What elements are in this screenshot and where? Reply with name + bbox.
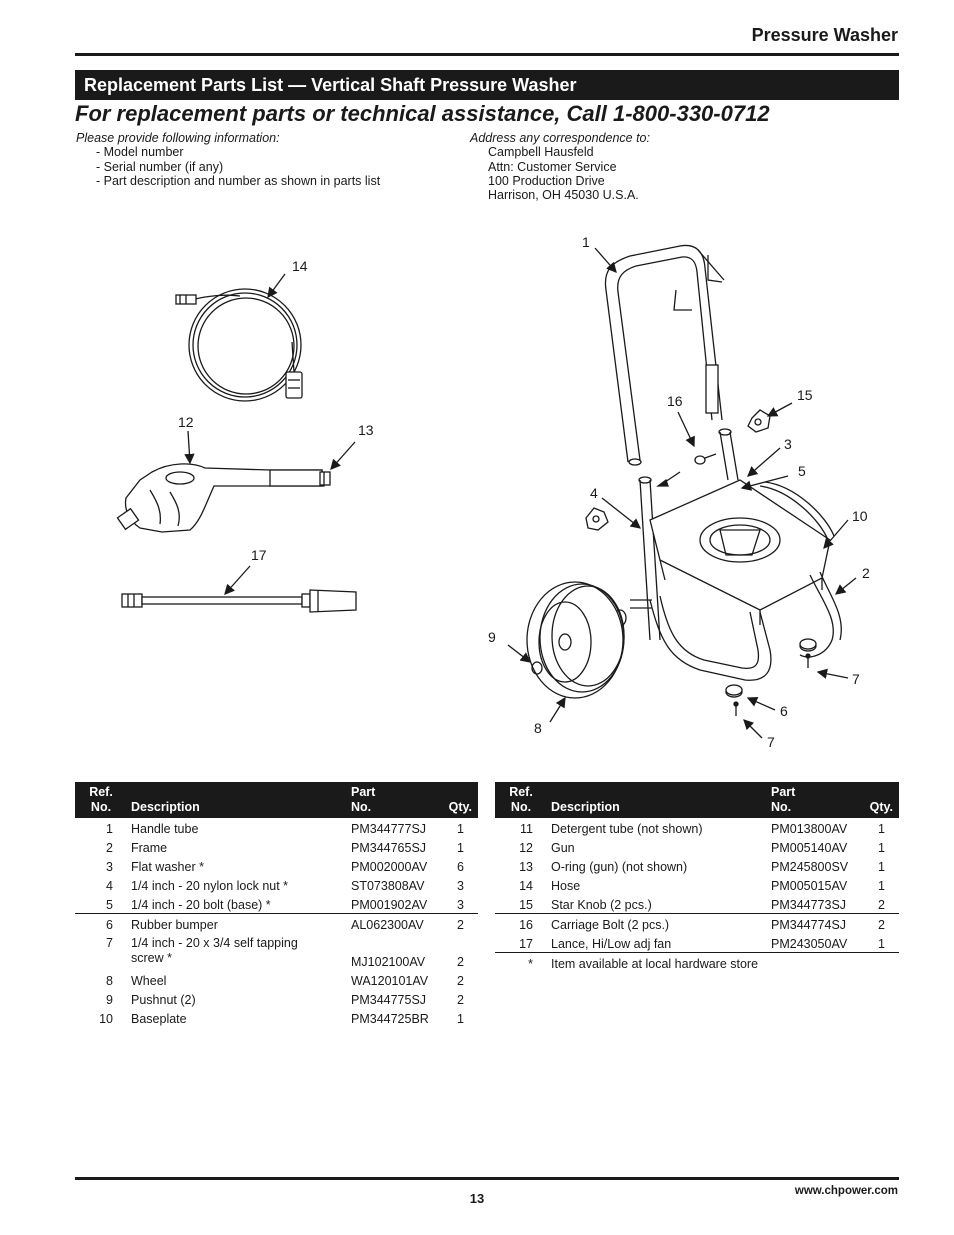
callout-16: 16 (667, 393, 683, 409)
header-part: Part No. (347, 782, 439, 818)
lance-illustration (122, 566, 356, 612)
table-row: 4 1/4 inch - 20 nylon lock nut * ST073808AV 3 (106, 879, 464, 893)
footer-rule (75, 1177, 899, 1180)
address-line: Attn: Customer Service (488, 159, 617, 174)
table-row: 1 Handle tube PM344777SJ 1 (106, 822, 464, 836)
callout-8: 8 (534, 720, 542, 736)
address-lead: Address any correspondence to: (470, 131, 650, 145)
parts-table-left (75, 782, 478, 1027)
parts-table-right (495, 782, 899, 972)
address-line: Harrison, OH 45030 U.S.A. (488, 188, 639, 203)
table-row: 10 Baseplate PM344725BR 1 (99, 1012, 464, 1026)
table-row: 7 1/4 inch - 20 x 3/4 self tapping screw * MJ102100AV 2 (106, 936, 464, 969)
table-row: 17 Lance, Hi/Low adj fan PM243050AV 1 (495, 933, 899, 953)
wheel-illustration (527, 582, 624, 698)
callout-7a: 7 (852, 671, 860, 687)
table-header-row (75, 782, 478, 818)
callout-9: 9 (488, 629, 496, 645)
info-required-line: - Part description and number as shown in parts list (96, 173, 381, 188)
info-required-lead: Please provide following information: (76, 131, 280, 145)
callout-12: 12 (178, 414, 194, 430)
gun-illustration (117, 431, 355, 532)
cart-illustration (605, 245, 841, 680)
table-row: 3 Flat washer * PM002000AV 6 (106, 860, 464, 874)
info-required-line: - Serial number (if any) (96, 159, 224, 174)
callout-10: 10 (852, 508, 868, 524)
table-row: 11 Detergent tube (not shown) PM013800AV 1 (520, 822, 885, 836)
phone-callout: For replacement parts or technical assistance, Call 1-800-330-0712 (75, 101, 770, 126)
table-row: 16 Carriage Bolt (2 pcs.) PM344774SJ 2 (519, 918, 885, 932)
footnote-text: Item available at local hardware store (551, 957, 759, 971)
address-line: Campbell Hausfeld (488, 145, 594, 160)
callout-2: 2 (862, 565, 870, 581)
table-row: 8 Wheel WA120101AV 2 (106, 974, 464, 988)
table-header-row (495, 782, 899, 818)
callout-15: 15 (797, 387, 813, 403)
header-qty: Qty. (859, 782, 899, 818)
section-title: Replacement Parts List — Vertical Shaft Pressure Washer (84, 75, 577, 95)
callout-4: 4 (590, 485, 598, 501)
callout-14: 14 (292, 258, 308, 274)
table-row: 14 Hose PM005015AV 1 (519, 879, 885, 893)
table-row: 12 Gun PM005140AV 1 (519, 841, 885, 855)
info-required-line: - Model number (96, 145, 184, 160)
footnote-marker: * (528, 957, 533, 971)
callout-6: 6 (780, 703, 788, 719)
callout-3: 3 (784, 436, 792, 452)
hose-illustration (176, 274, 302, 401)
callout-1: 1 (582, 234, 590, 250)
callout-17: 17 (251, 547, 267, 563)
header-part: Part No. (767, 782, 859, 818)
table-row: 15 Star Knob (2 pcs.) PM344773SJ 2 (495, 894, 899, 914)
table-row: 2 Frame PM344765SJ 1 (106, 841, 464, 855)
table-row: 9 Pushnut (2) PM344775SJ 2 (106, 993, 464, 1007)
header-description: Description (547, 782, 767, 818)
header-qty: Qty. (439, 782, 478, 818)
table-row: 5 1/4 inch - 20 bolt (base) * PM001902AV 3 (75, 894, 478, 914)
callout-13: 13 (358, 422, 374, 438)
page-header-title: Pressure Washer (751, 25, 898, 45)
table-row: 13 O-ring (gun) (not shown) PM245800SV 1 (519, 860, 885, 874)
website-link[interactable]: www.chpower.com (794, 1185, 898, 1197)
table-row: 6 Rubber bumper AL062300AV 2 (106, 918, 464, 932)
header-ref: Ref. No. (75, 782, 127, 818)
page-number: 13 (469, 1191, 485, 1206)
footnote-row (495, 953, 899, 973)
header-description: Description (127, 782, 347, 818)
address-line: 100 Production Drive (488, 173, 605, 188)
callout-7b: 7 (767, 734, 775, 750)
callout-5: 5 (798, 463, 806, 479)
header-ref: Ref. No. (495, 782, 547, 818)
